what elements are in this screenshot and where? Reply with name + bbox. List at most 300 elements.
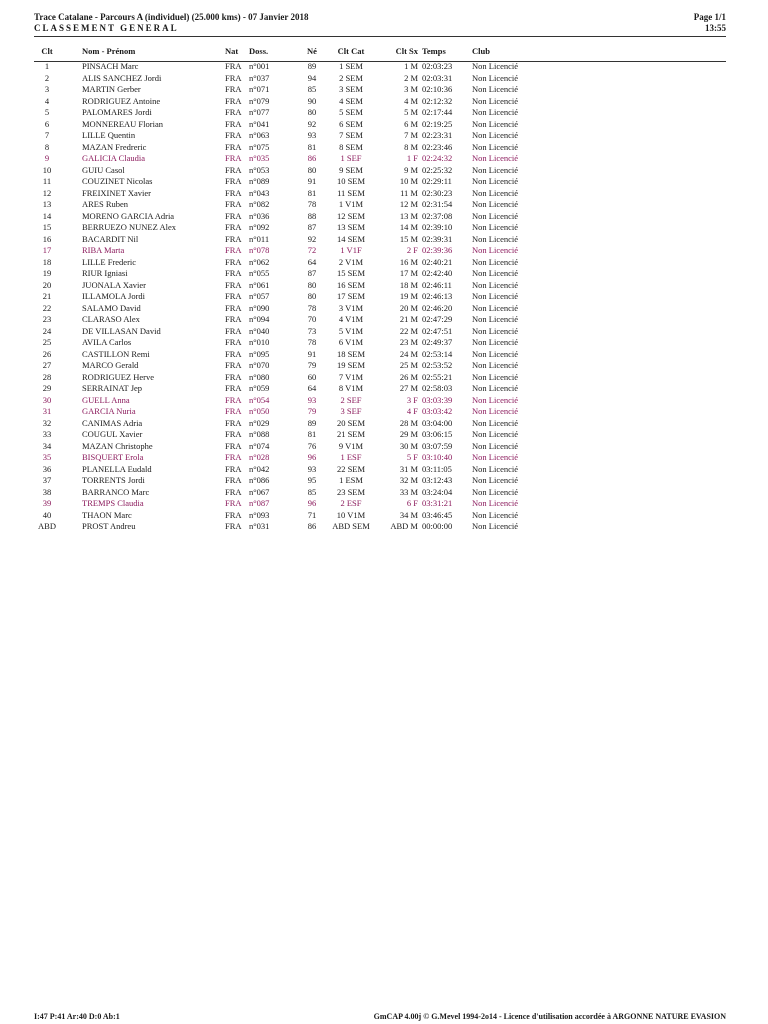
cell-cltcat: 2 SEM — [339, 72, 363, 83]
cell-club: Non Licencié — [472, 360, 519, 370]
table-row — [34, 291, 726, 303]
cell-name: DE VILLASAN David — [82, 325, 161, 336]
cell-name: JUONALA Xavier — [82, 279, 146, 290]
cell-name: THAON Marc — [82, 509, 132, 520]
cell-doss: n°043 — [249, 187, 270, 198]
cell-nat: FRA — [225, 61, 242, 71]
cell-cltcat: 15 SEM — [336, 268, 366, 278]
cell-cltsx: 33 M — [399, 486, 418, 497]
cell-cltcat: 9 SEM — [339, 164, 363, 175]
cell-cltcat: 12 SEM — [336, 210, 366, 221]
table-row — [34, 84, 726, 96]
cell-name: CASTILLON Remi — [82, 348, 150, 359]
cell-clt: 8 — [44, 141, 50, 152]
cell-clt: 29 — [42, 383, 52, 393]
table-row — [34, 303, 726, 315]
table-row — [34, 360, 726, 372]
cell-club: Non Licencié — [472, 521, 519, 531]
cell-temps: 02:46:20 — [422, 302, 453, 313]
cell-doss: n°090 — [249, 302, 270, 313]
header-top-divider — [34, 36, 726, 37]
cell-clt: 12 — [42, 187, 52, 198]
cell-clt: 27 — [42, 360, 52, 370]
cell-temps: 02:42:40 — [422, 268, 453, 278]
col-header-nat: Nat — [225, 46, 239, 56]
cell-name: PROST Andreu — [82, 521, 136, 531]
cell-ne: 79 — [307, 406, 317, 416]
cell-cltsx: 29 M — [399, 429, 418, 439]
cell-temps: 03:46:45 — [422, 509, 453, 520]
cell-club: Non Licencié — [472, 314, 519, 324]
cell-doss: n°088 — [249, 429, 270, 439]
cell-ne: 88 — [307, 210, 317, 221]
table-row — [34, 429, 726, 441]
cell-club: Non Licencié — [472, 118, 519, 129]
cell-clt: 3 — [44, 84, 50, 94]
classification-title: CLASSEMENT GENERAL — [34, 23, 179, 33]
col-header-doss: Doss. — [249, 46, 269, 56]
cell-ne: 71 — [307, 509, 317, 520]
table-header-row — [34, 46, 726, 61]
cell-name: COUGUL Xavier — [82, 429, 143, 439]
table-row — [34, 245, 726, 257]
cell-cltcat: ABD SEM — [332, 521, 370, 531]
cell-cltsx: 4 M — [404, 95, 418, 106]
cell-doss: n°036 — [249, 210, 270, 221]
cell-nat: FRA — [225, 199, 242, 209]
cell-club: Non Licencié — [472, 153, 519, 163]
cell-nat: FRA — [225, 417, 242, 428]
cell-club: Non Licencié — [472, 475, 519, 485]
cell-clt: 16 — [42, 233, 52, 244]
cell-ne: 94 — [307, 72, 317, 83]
cell-club: Non Licencié — [472, 176, 519, 186]
cell-cltcat: 21 SEM — [336, 429, 366, 439]
cell-ne: 79 — [307, 360, 317, 370]
cell-nat: FRA — [225, 348, 242, 359]
cell-club: Non Licencié — [472, 406, 519, 416]
table-row — [34, 280, 726, 292]
cell-nat: FRA — [225, 256, 242, 267]
cell-nat: FRA — [225, 475, 242, 485]
cell-club: Non Licencié — [472, 164, 519, 175]
cell-doss: n°057 — [249, 291, 270, 301]
cell-name: GARCIA Nuria — [82, 406, 136, 416]
cell-ne: 80 — [307, 279, 317, 290]
cell-ne: 89 — [307, 417, 317, 428]
cell-cltsx: 3 F — [406, 394, 418, 405]
cell-clt: 37 — [42, 475, 52, 485]
col-header-name: Nom - Prénom — [82, 46, 136, 56]
cell-nat: FRA — [225, 463, 242, 474]
table-row — [34, 464, 726, 476]
cell-cltcat: 4 SEM — [339, 95, 363, 106]
cell-clt: 4 — [44, 95, 50, 106]
cell-clt: ABD — [38, 521, 56, 531]
cell-clt: 5 — [44, 107, 50, 117]
cell-cltcat: 4 V1M — [338, 314, 364, 324]
col-header-ne: Né — [307, 46, 317, 56]
cell-name: SALAMO David — [82, 302, 141, 313]
cell-nat: FRA — [225, 210, 242, 221]
cell-name: MARCO Gerald — [82, 360, 139, 370]
cell-temps: 02:46:11 — [422, 279, 452, 290]
cell-doss: n°010 — [249, 337, 270, 347]
cell-nat: FRA — [225, 440, 242, 451]
cell-nat: FRA — [225, 406, 242, 416]
cell-nat: FRA — [225, 452, 242, 462]
table-row — [34, 349, 726, 361]
col-header-cltcat: Clt Cat — [337, 46, 365, 56]
cell-doss: n°054 — [249, 394, 270, 405]
cell-nat: FRA — [225, 337, 242, 347]
col-header-temps: Temps — [422, 46, 446, 56]
cell-club: Non Licencié — [472, 302, 519, 313]
cell-nat: FRA — [225, 176, 242, 186]
cell-name: PALOMARES Jordi — [82, 107, 152, 117]
table-row — [34, 73, 726, 85]
table-row — [34, 165, 726, 177]
cell-name: PINSACH Marc — [82, 61, 139, 71]
cell-name: GUIU Casol — [82, 164, 125, 175]
cell-ne: 78 — [307, 199, 317, 209]
table-row — [34, 452, 726, 464]
cell-cltcat: 8 SEM — [339, 141, 363, 152]
cell-clt: 13 — [42, 199, 52, 209]
cell-nat: FRA — [225, 107, 242, 117]
table-row — [34, 510, 726, 522]
table-row — [34, 521, 726, 533]
cell-temps: 03:07:59 — [422, 440, 453, 451]
table-row — [34, 199, 726, 211]
page-number: Page 1/1 — [693, 12, 726, 22]
cell-doss: n°041 — [249, 118, 270, 129]
cell-ne: 70 — [307, 314, 317, 324]
cell-doss: n°001 — [249, 61, 270, 71]
cell-clt: 14 — [42, 210, 52, 221]
cell-temps: 03:03:39 — [422, 394, 453, 405]
cell-doss: n°089 — [249, 176, 270, 186]
table-row — [34, 418, 726, 430]
table-row — [34, 61, 726, 73]
cell-doss: n°062 — [249, 256, 270, 267]
cell-name: FREIXINET Xavier — [82, 187, 152, 198]
cell-doss: n°067 — [249, 486, 270, 497]
cell-name: RODRIGUEZ Herve — [82, 371, 154, 382]
cell-club: Non Licencié — [472, 452, 519, 462]
cell-ne: 80 — [307, 291, 317, 301]
cell-cltsx: 34 M — [399, 509, 418, 520]
cell-temps: 02:12:32 — [422, 95, 453, 106]
cell-doss: n°082 — [249, 199, 270, 209]
col-header-cltsx: Clt Sx — [395, 46, 418, 56]
cell-doss: n°059 — [249, 383, 270, 393]
cell-doss: n°035 — [249, 153, 270, 163]
cell-name: GALICIA Claudia — [82, 153, 146, 163]
cell-club: Non Licencié — [472, 130, 519, 140]
cell-ne: 96 — [307, 498, 317, 508]
cell-temps: 02:39:10 — [422, 222, 453, 232]
cell-clt: 6 — [44, 118, 50, 129]
cell-club: Non Licencié — [472, 187, 519, 198]
table-row — [34, 188, 726, 200]
cell-nat: FRA — [225, 291, 242, 301]
col-header-clt: Clt — [41, 46, 53, 56]
cell-temps: 02:03:23 — [422, 61, 453, 71]
cell-doss: n°080 — [249, 371, 270, 382]
cell-cltsx: 2 M — [404, 72, 418, 83]
cell-cltsx: 16 M — [399, 256, 418, 267]
cell-ne: 89 — [307, 61, 317, 71]
cell-club: Non Licencié — [472, 107, 519, 117]
cell-doss: n°071 — [249, 84, 270, 94]
cell-temps: 02:25:32 — [422, 164, 453, 175]
cell-cltcat: 2 V1M — [338, 256, 364, 267]
cell-temps: 02:55:21 — [422, 371, 453, 382]
table-row — [34, 130, 726, 142]
cell-clt: 21 — [42, 291, 52, 301]
page-info — [694, 12, 726, 34]
cell-temps: 02:10:36 — [422, 84, 453, 94]
cell-club: Non Licencié — [472, 440, 519, 451]
cell-clt: 40 — [42, 509, 52, 520]
cell-cltsx: 23 M — [399, 337, 418, 347]
cell-cltsx: 2 F — [406, 245, 418, 255]
cell-name: COUZINET Nicolas — [82, 176, 153, 186]
cell-cltsx: 3 M — [404, 84, 418, 94]
cell-ne: 93 — [307, 394, 317, 405]
cell-doss: n°061 — [249, 279, 270, 290]
cell-name: RIUR Igniasi — [82, 268, 128, 278]
cell-cltcat: 3 SEF — [340, 406, 362, 416]
cell-club: Non Licencié — [472, 279, 519, 290]
cell-temps: 02:39:36 — [422, 245, 453, 255]
cell-nat: FRA — [225, 245, 242, 255]
cell-doss: n°029 — [249, 417, 270, 428]
cell-club: Non Licencié — [472, 141, 519, 152]
cell-temps: 02:47:29 — [422, 314, 453, 324]
cell-temps: 03:12:43 — [422, 475, 453, 485]
cell-cltsx: 20 M — [399, 302, 418, 313]
cell-ne: 96 — [307, 452, 317, 462]
cell-club: Non Licencié — [472, 84, 519, 94]
cell-club: Non Licencié — [472, 383, 519, 393]
cell-cltsx: 17 M — [399, 268, 418, 278]
cell-ne: 72 — [307, 245, 317, 255]
cell-cltsx: 6 M — [404, 118, 418, 129]
cell-temps: 02:40:21 — [422, 256, 453, 267]
cell-clt: 28 — [42, 371, 52, 382]
table-row — [34, 406, 726, 418]
cell-clt: 9 — [44, 153, 50, 163]
document-header — [34, 12, 309, 34]
cell-doss: n°028 — [249, 452, 270, 462]
cell-temps: 00:00:00 — [422, 521, 453, 531]
cell-nat: FRA — [225, 187, 242, 198]
cell-temps: 02:47:51 — [422, 325, 453, 336]
table-row — [34, 487, 726, 499]
cell-name: GUELL Anna — [82, 394, 130, 405]
cell-nat: FRA — [225, 130, 242, 140]
cell-temps: 02:29:11 — [422, 176, 452, 186]
results-body — [34, 61, 726, 533]
cell-name: RIBA Marta — [82, 245, 125, 255]
cell-doss: n°075 — [249, 141, 270, 152]
cell-cltcat: 8 V1M — [338, 383, 364, 393]
cell-cltsx: 22 M — [399, 325, 418, 336]
table-row — [34, 383, 726, 395]
cell-nat: FRA — [225, 118, 242, 129]
cell-club: Non Licencié — [472, 371, 519, 382]
cell-clt: 10 — [42, 164, 52, 175]
cell-doss: n°040 — [249, 325, 270, 336]
cell-ne: 92 — [307, 118, 317, 129]
cell-temps: 03:10:40 — [422, 452, 453, 462]
cell-name: MAZAN Fredreric — [82, 141, 147, 152]
cell-ne: 73 — [307, 325, 317, 336]
cell-temps: 02:58:03 — [422, 383, 453, 393]
cell-clt: 7 — [44, 130, 50, 140]
cell-cltsx: 21 M — [399, 314, 418, 324]
cell-name: BISQUERT Erola — [82, 452, 144, 462]
cell-cltcat: 5 V1M — [338, 325, 364, 336]
cell-cltcat: 1 SEF — [340, 153, 362, 163]
cell-nat: FRA — [225, 521, 242, 531]
table-row — [34, 268, 726, 280]
cell-name: TORRENTS Jordi — [82, 475, 145, 485]
cell-ne: 93 — [307, 463, 317, 474]
cell-cltsx: 14 M — [399, 222, 418, 232]
cell-cltcat: 20 SEM — [336, 417, 366, 428]
table-row — [34, 498, 726, 510]
cell-nat: FRA — [225, 222, 242, 232]
cell-cltsx: 7 M — [404, 130, 418, 140]
cell-ne: 95 — [307, 475, 317, 485]
cell-club: Non Licencié — [472, 509, 519, 520]
cell-clt: 24 — [42, 325, 52, 336]
cell-cltcat: 7 SEM — [339, 130, 363, 140]
cell-ne: 85 — [307, 486, 317, 497]
cell-cltsx: 5 F — [406, 452, 418, 462]
cell-clt: 35 — [42, 452, 52, 462]
cell-cltsx: 10 M — [399, 176, 418, 186]
cell-doss: n°050 — [249, 406, 270, 416]
cell-cltcat: 1 SEM — [339, 61, 363, 71]
cell-doss: n°086 — [249, 475, 270, 485]
cell-doss: n°094 — [249, 314, 270, 324]
cell-ne: 81 — [307, 187, 317, 198]
cell-clt: 23 — [42, 314, 52, 324]
cell-club: Non Licencié — [472, 337, 519, 347]
cell-temps: 03:11:05 — [422, 463, 452, 474]
cell-temps: 02:23:46 — [422, 141, 453, 152]
footer-stats: I:47 P:41 Ar:40 D:0 Ab:1 — [34, 1012, 120, 1021]
cell-cltcat: 9 V1M — [338, 440, 364, 451]
table-row — [34, 107, 726, 119]
cell-name: ALIS SANCHEZ Jordi — [82, 72, 162, 83]
cell-ne: 85 — [307, 84, 317, 94]
cell-club: Non Licencié — [472, 394, 519, 405]
table-row — [34, 119, 726, 131]
cell-cltsx: ABD M — [390, 521, 418, 531]
cell-cltsx: 11 M — [400, 187, 418, 198]
cell-cltsx: 8 M — [404, 141, 418, 152]
cell-temps: 02:24:32 — [422, 153, 453, 163]
cell-ne: 91 — [307, 176, 317, 186]
cell-clt: 19 — [42, 268, 52, 278]
cell-cltsx: 27 M — [399, 383, 418, 393]
cell-clt: 17 — [42, 245, 52, 255]
cell-nat: FRA — [225, 314, 242, 324]
cell-club: Non Licencié — [472, 463, 519, 474]
cell-club: Non Licencié — [472, 348, 519, 359]
cell-cltsx: 1 M — [404, 61, 418, 71]
cell-club: Non Licencié — [472, 291, 519, 301]
cell-name: MORENO GARCIA Adria — [82, 210, 175, 221]
cell-cltcat: 5 SEM — [339, 107, 363, 117]
cell-cltsx: 13 M — [399, 210, 418, 221]
cell-clt: 32 — [42, 417, 52, 428]
cell-clt: 39 — [42, 498, 52, 508]
cell-ne: 76 — [307, 440, 317, 451]
cell-nat: FRA — [225, 429, 242, 439]
cell-cltsx: 25 M — [399, 360, 418, 370]
cell-temps: 03:06:15 — [422, 429, 453, 439]
cell-doss: n°092 — [249, 222, 270, 232]
cell-clt: 30 — [42, 394, 52, 405]
cell-doss: n°037 — [249, 72, 270, 83]
table-row — [34, 326, 726, 338]
cell-nat: FRA — [225, 279, 242, 290]
footer-credit: GmCAP 4.00j © G.Mevel 1994-2o14 - Licence d'utilisation accordée à ARGONNE NATURE EVASION — [373, 1012, 726, 1021]
cell-clt: 34 — [42, 440, 52, 451]
cell-club: Non Licencié — [472, 429, 519, 439]
cell-cltcat: 11 SEM — [337, 187, 365, 198]
cell-cltsx: 18 M — [399, 279, 418, 290]
cell-ne: 64 — [307, 383, 317, 393]
cell-temps: 02:31:54 — [422, 199, 453, 209]
cell-name: MONNEREAU Florian — [82, 118, 163, 129]
cell-clt: 36 — [42, 463, 52, 474]
cell-club: Non Licencié — [472, 498, 519, 508]
cell-cltcat: 23 SEM — [336, 486, 366, 497]
cell-nat: FRA — [225, 84, 242, 94]
cell-name: SERRAINAT Jep — [82, 383, 143, 393]
cell-name: AVILA Carlos — [82, 337, 132, 347]
cell-ne: 90 — [307, 95, 317, 106]
cell-nat: FRA — [225, 141, 242, 152]
cell-cltsx: 15 M — [399, 233, 418, 244]
cell-ne: 80 — [307, 164, 317, 175]
cell-club: Non Licencié — [472, 210, 519, 221]
cell-nat: FRA — [225, 164, 242, 175]
cell-cltsx: 4 F — [406, 406, 418, 416]
cell-temps: 02:23:31 — [422, 130, 453, 140]
cell-cltcat: 2 ESF — [340, 498, 362, 508]
cell-name: LILLE Frederic — [82, 256, 137, 267]
cell-clt: 38 — [42, 486, 52, 497]
table-row — [34, 96, 726, 108]
results-table — [34, 46, 726, 533]
cell-clt: 1 — [44, 61, 50, 71]
cell-name: CANIMAS Adria — [82, 417, 143, 428]
cell-temps: 02:37:08 — [422, 210, 453, 221]
cell-doss: n°078 — [249, 245, 270, 255]
cell-cltcat: 19 SEM — [336, 360, 366, 370]
cell-cltcat: 17 SEM — [336, 291, 366, 301]
cell-doss: n°031 — [249, 521, 270, 531]
cell-doss: n°070 — [249, 360, 270, 370]
